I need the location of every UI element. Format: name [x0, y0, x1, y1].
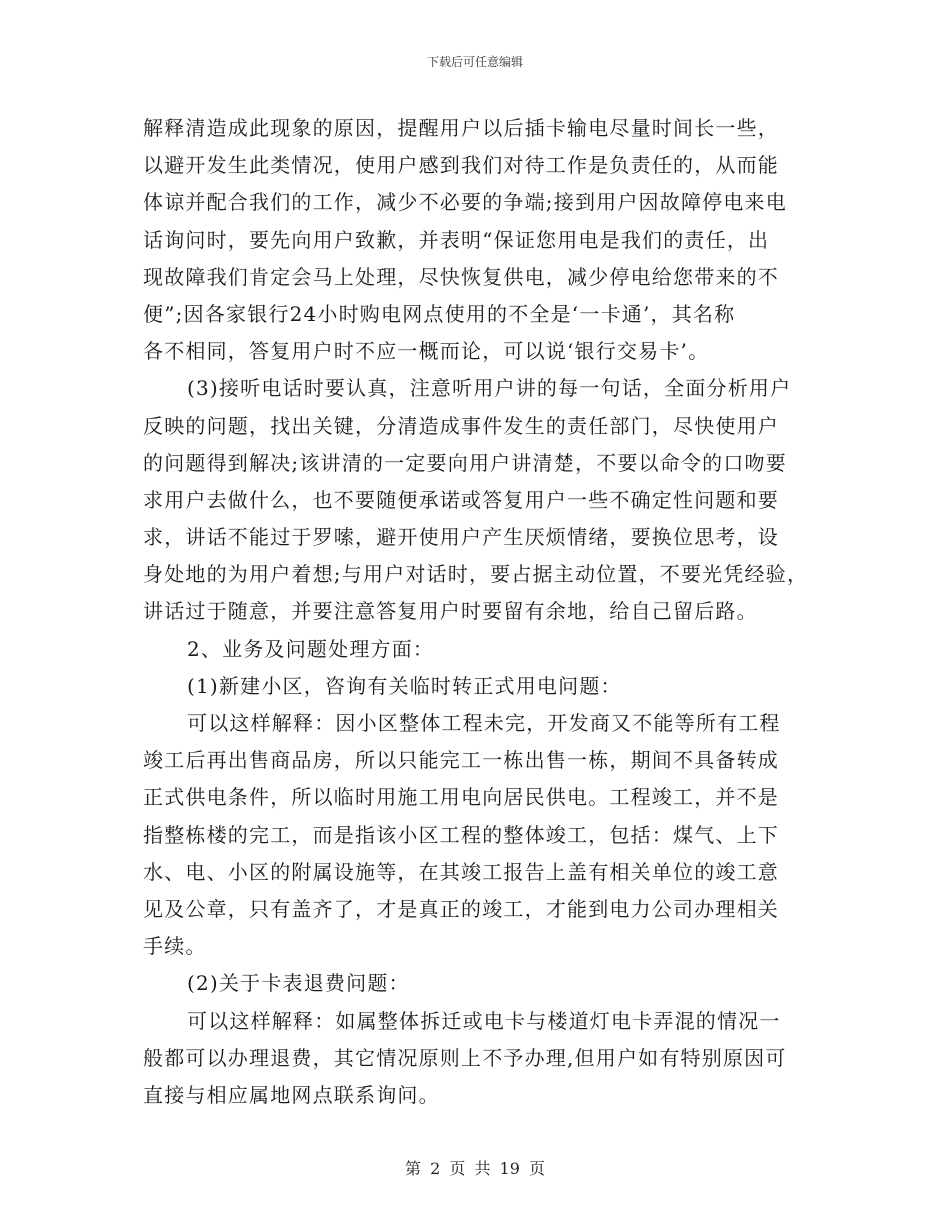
text-line: 讲话过于随意，并要注意答复用户时要留有余地，给自己留后路。 [143, 599, 758, 624]
text-line: 可以这样解释：因小区整体工程未完，开发商又不能等所有工程 [187, 711, 781, 735]
text-line: 以避开发生此类情况，使用户感到我们对待工作是负责任的，从而能 [143, 153, 779, 178]
text-line: 反映的问题，找出关键，分清造成事件发生的责任部门，尽快使用户 [143, 413, 779, 438]
text-line: (2)关于卡表退费问题： [187, 971, 410, 996]
text-line: 现故障我们肯定会马上处理，尽快恢复供电，减少停电给您带来的不 [143, 264, 779, 289]
text-line: 指整栋楼的完工，而是指该小区工程的整体竣工，包括：煤气、上下 [143, 822, 779, 847]
text-line: 正式供电条件，所以临时用施工用电向居民供电。工程竣工，并不是 [143, 785, 779, 810]
text-line: 解释清造成此现象的原因，提醒用户以后插卡输电尽量时间长一些， [143, 116, 779, 140]
text-line: 身处地的为用户着想;与用户对话时，要占据主动位置，不要光凭经验， [143, 562, 809, 587]
text-line: 见及公章，只有盖齐了，才是真正的竣工，才能到电力公司办理相关 [143, 896, 779, 921]
text-line: 求，讲话不能过于罗嗦，避开使用户产生厌烦情绪，要换位思考，设 [143, 525, 779, 550]
text-line: 手续。 [143, 934, 207, 959]
text-line: (1)新建小区，咨询有关临时转正式用电问题： [187, 673, 622, 698]
document-body [143, 110, 811, 1114]
text-line: 话询问时，要先向用户致歉，并表明“保证您用电是我们的责任，出 [143, 227, 770, 252]
text-line: 求用户去做什么，也不要随便承诺或答复用户一些不确定性问题和要 [143, 487, 779, 512]
header-note: 下载后可任意编辑 [426, 55, 523, 69]
text-line: 便”;因各家银行24小时购电网点使用的不全是‘一卡通’，其名称 [143, 301, 736, 326]
text-line: (3)接听电话时要认真，注意听用户讲的每一句话，全面分析用户 [187, 376, 792, 401]
text-line: 体谅并配合我们的工作，减少不必要的争端;接到用户因故障停电来电 [143, 190, 787, 215]
text-line: 竣工后再出售商品房，所以只能完工一栋出售一栋，期间不具备转成 [143, 748, 779, 773]
page-number-footer: 第 2 页 共 19 页 [405, 1159, 545, 1178]
text-line: 可以这样解释：如属整体拆迁或电卡与楼道灯电卡弄混的情况一 [187, 1008, 781, 1033]
text-line: 的问题得到解决;该讲清的一定要向用户讲清楚，不要以命令的口吻要 [143, 450, 787, 475]
text-line: 2、业务及问题处理方面： [187, 636, 435, 661]
text-line: 般都可以办理退费，其它情况原则上不予办理,但用户如有特别原因可 [143, 1045, 787, 1070]
text-line: 水、电、小区的附属设施等，在其竣工报告上盖有相关单位的竣工意 [143, 859, 779, 884]
text-line: 各不相同，答复用户时不应一概而论，可以说‘银行交易卡’。 [143, 339, 710, 364]
text-line: 直接与相应属地网点联系询问。 [143, 1082, 440, 1107]
